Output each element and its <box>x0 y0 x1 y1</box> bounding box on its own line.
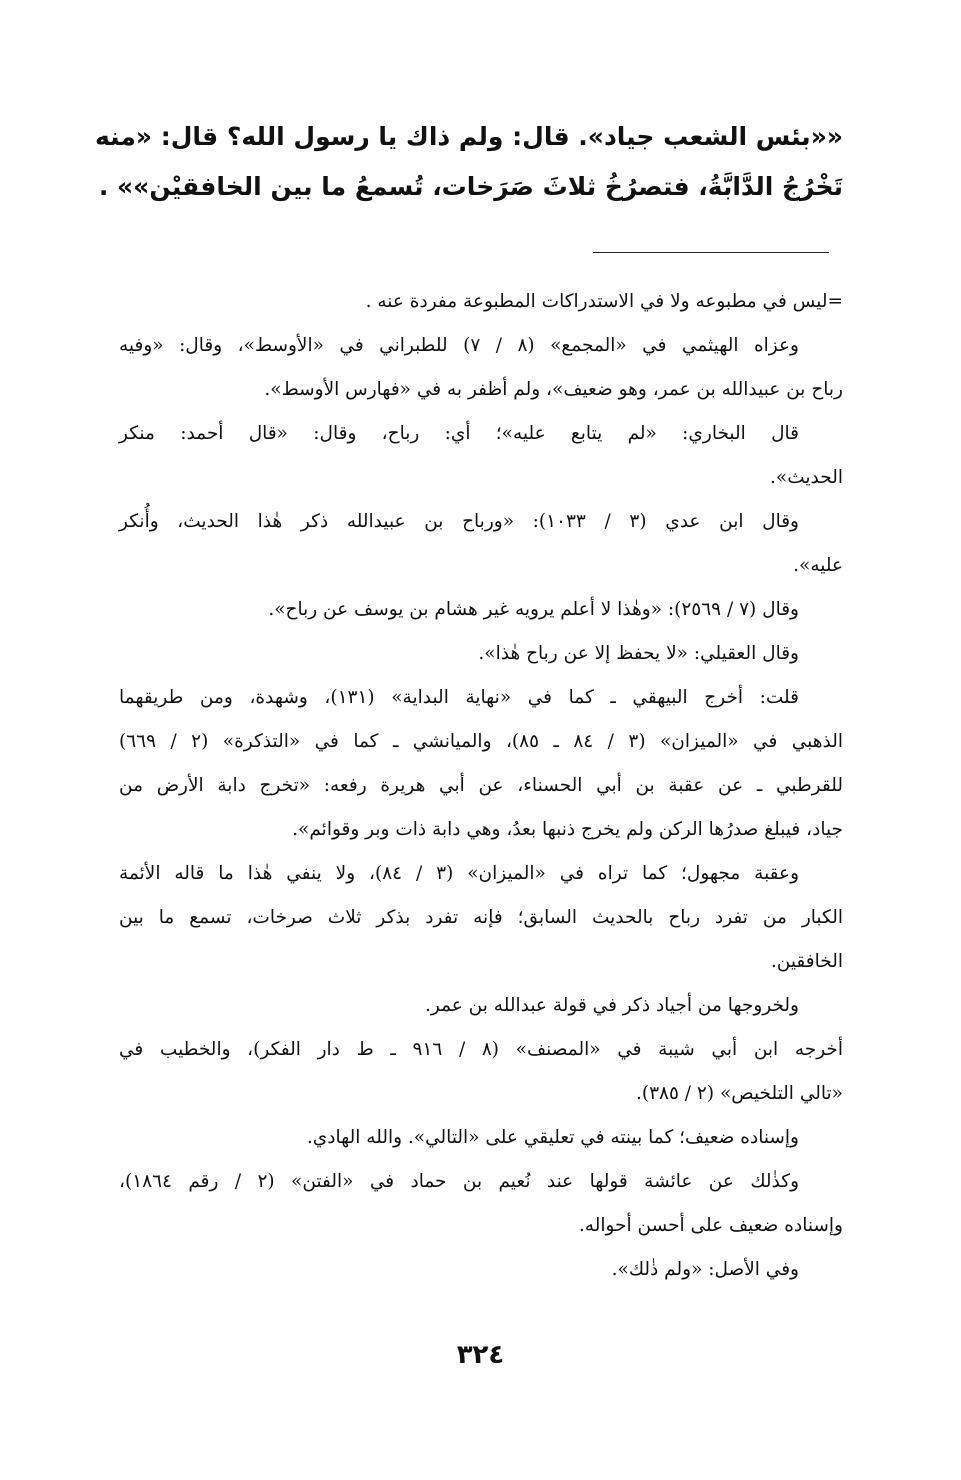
main-text-line: «‏«بئس الشعب جياد». قال: ولم ذاك يا رسول الله؟ قال: «منه <box>95 122 843 151</box>
footnote-line: الخافقين. <box>770 951 843 972</box>
footnote-line: =ليس في مطبوعه ولا في الاستدراكات المطبوعة مفردة عنه . <box>365 291 843 312</box>
footnote-line: «تالي التلخيص» (٢ / ٣٨٥). <box>636 1083 843 1104</box>
footnote-line: قال البخاري: «لم يتابع عليه»؛ أي: رباح، وقال: «قال أحمد: منكر <box>119 423 799 444</box>
footnote-line: قلت: أخرج البيهقي ـ كما في «نهاية البداية» (١٣١)، وشهدة، ومن طريقهما <box>119 687 799 708</box>
footnote-line: وكذٰلك عن عائشة قولها عند نُعيم بن حماد في «الفتن» (٢ / رقم ١٨٦٤)، <box>119 1171 799 1192</box>
footnote-line: أخرجه ابن أبي شيبة في «المصنف» (٨ / ٩١٦ ـ ط دار الفكر)، والخطيب في <box>119 1039 843 1060</box>
footnote-line: رباح بن عبيدالله بن عمر، وهو ضعيف»، ولم أظفر به في «فهارس الأوسط». <box>264 379 843 400</box>
page-number: ٣٢٤ <box>456 1340 505 1370</box>
footnote-line: وعزاه الهيثمي في «المجمع» (٨ / ٧) للطبراني في «الأوسط»، وقال: «وفيه <box>119 335 799 356</box>
footnote-line: الكبار من تفرد رباح بالحديث السابق؛ فإنه تفرد بذكر ثلاث صرخات، تسمع ما بين <box>119 907 844 928</box>
main-hadith-text <box>95 112 843 212</box>
footnote-line: الذهبي في «الميزان» (٣ / ٨٤ ـ ٨٥)، والميانشي ـ كما في «التذكرة» (٢ / ٦٦٩) <box>119 731 844 752</box>
footnote-separator <box>593 252 829 253</box>
footnote-line: وفي الأصل: «ولم ذٰلك». <box>611 1259 799 1280</box>
footnote-line: عليه». <box>793 555 843 576</box>
footnote-line: وإسناده ضعيف على أحسن أحواله. <box>578 1215 843 1236</box>
footnote-line: وقال ابن عدي (٣ / ١٠٣٣): «ورباح بن عبيدالله ذكر هٰذا الحديث، وأُنكر <box>119 511 799 532</box>
footnote-line: وقال (٧ / ٢٥٦٩): «وهٰذا لا أعلم يرويه غير هشام بن يوسف عن رباح». <box>268 599 799 620</box>
footnote-line: للقرطبي ـ عن عقبة بن أبي الحسناء، عن أبي هريرة رفعه: «تخرج دابة الأرض من <box>119 775 843 796</box>
footnote-line: وعقبة مجهول؛ كما تراه في «الميزان» (٣ / ٨٤)، ولا ينفي هٰذا ما قاله الأئمة <box>119 863 800 884</box>
footnote-line: وقال العقيلي: «لا يحفظ إلا عن رباح هٰذا». <box>478 643 799 664</box>
footnote-line: وإسناده ضعيف؛ كما بينته في تعليقي على «التالي». والله الهادي. <box>306 1127 799 1148</box>
main-text-line: تَخْرُجُ الدَّابَّةُ، فتصرُخُ ثلاثَ صَرَخات، تُسمعُ ما بين الخافقيْن»» . <box>98 172 843 201</box>
footnote-line: الحديث». <box>770 467 843 488</box>
footnote-line: جياد، فيبلغ صدرُها الركن ولم يخرج ذنبها بعدُ، وهي دابة ذات وبر وقوائم». <box>292 819 843 840</box>
footnote-line: ولخروجها من أجياد ذكر في قولة عبدالله بن عمر. <box>424 995 799 1016</box>
